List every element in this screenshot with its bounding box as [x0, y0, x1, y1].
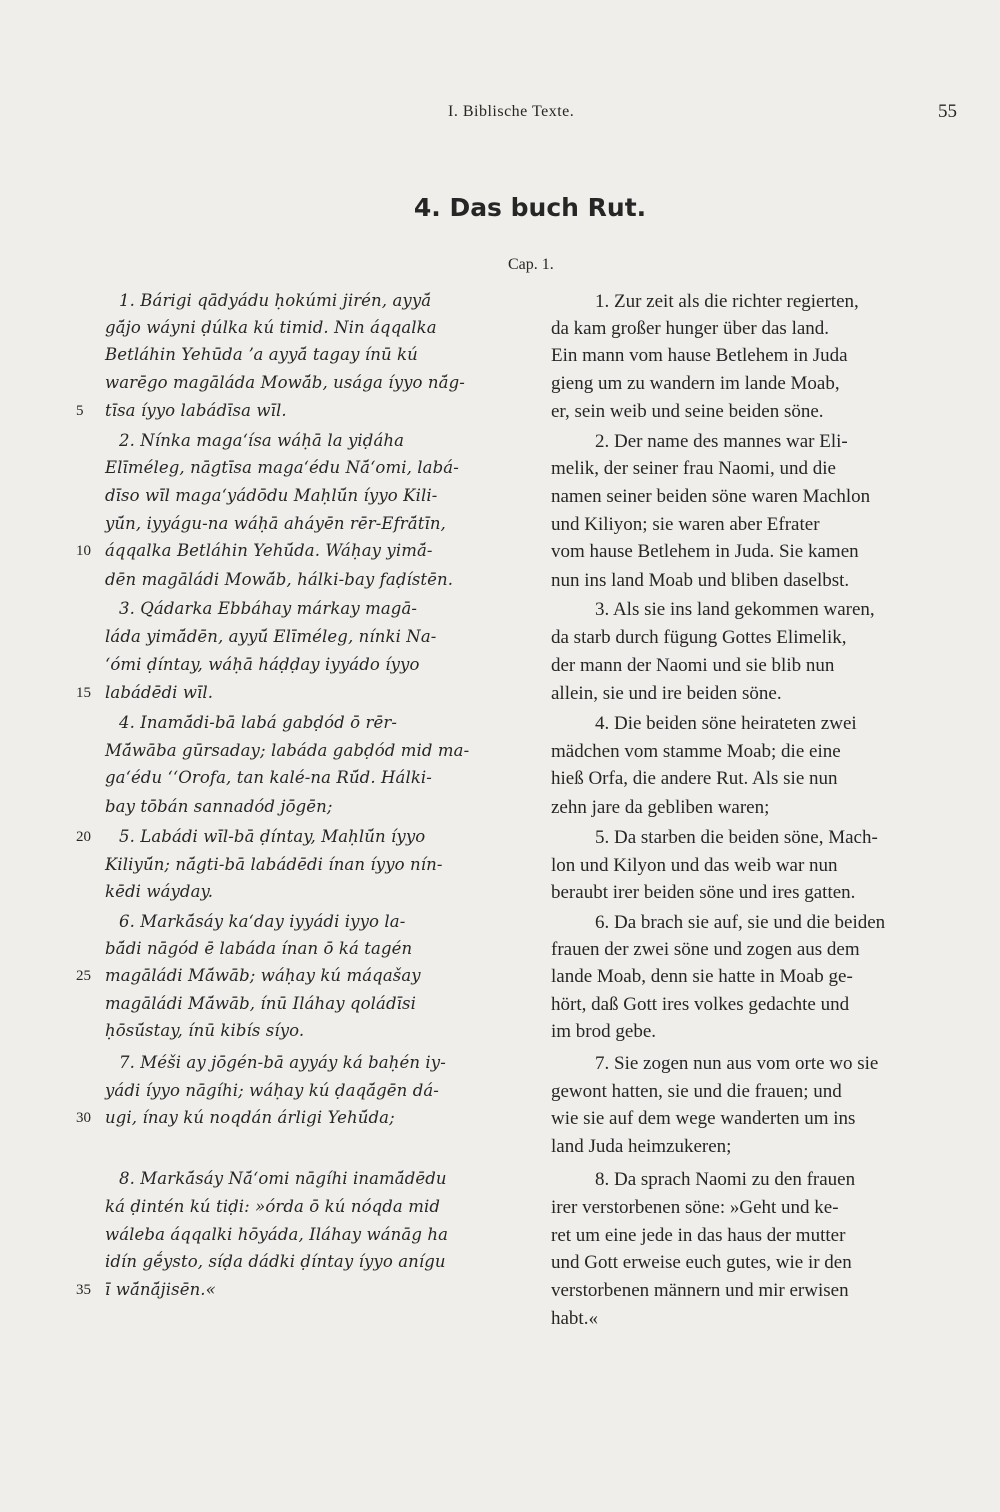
german-line: vom hause Betlehem in Juda. Sie kamen	[551, 541, 859, 562]
somali-line: 8. Markā́sáy Nā́ʻomi nāgíhi inamā́dēdu	[119, 1169, 447, 1188]
german-line: 5. Da starben die beiden söne, Mach-	[595, 827, 878, 848]
german-line: und Gott erweise euch gutes, wie ir den	[551, 1252, 852, 1273]
german-line: 4. Die beiden söne heirateten zwei	[595, 713, 857, 734]
somali-line: 6. Markā́sáy kaʻday iyyádi iyyo la-	[119, 912, 406, 931]
somali-line: gā́jo wáyni ḍúlka kú timid. Nin áqqalka	[105, 318, 437, 337]
german-line: hieß Orfa, die andere Rut. Als sie nun	[551, 768, 838, 789]
chapter-heading: Cap. 1.	[508, 256, 554, 273]
line-number: 15	[76, 685, 91, 701]
somali-line: Betláhin Yehūda ʼa ayyā́ tagay ínū kú	[105, 345, 418, 364]
somali-line: kēdi wáyday.	[105, 882, 214, 901]
german-line: irer verstorbenen söne: »Geht und ke-	[551, 1197, 839, 1218]
somali-line: 7. Méši ay jōgén-bā ayyáy ká baḥén iy-	[119, 1053, 446, 1072]
german-line: 8. Da sprach Naomi zu den frauen	[595, 1169, 856, 1190]
page-number: 55	[938, 101, 957, 122]
somali-line: warēgo magāláda Mowā́b, usága íyyo nā́g-	[105, 373, 465, 392]
somali-line: ká ḍintén kú tiḍi: »órda ō kú nóqda mid	[105, 1197, 440, 1216]
somali-line: gaʻédu ʻʻOrofa, tan kalé-na Rū́d. Hálki-	[105, 768, 432, 787]
german-line: ret um eine jede in das haus der mutter	[551, 1225, 846, 1246]
german-line: allein, sie und ire beiden söne.	[551, 683, 782, 704]
line-number: 35	[76, 1282, 91, 1298]
running-head: I. Biblische Texte.	[448, 103, 575, 120]
german-line: land Juda heimzukeren;	[551, 1136, 732, 1157]
german-line: da starb durch fügung Gottes Elimelik,	[551, 627, 847, 648]
somali-line: labádēdi wīl.	[105, 683, 214, 702]
somali-line: láda yimā́dēn, ayyū́ Elīméleg, nínki Na-	[105, 627, 437, 646]
german-line: habt.«	[551, 1308, 598, 1329]
german-line: Ein mann vom hause Betlehem in Juda	[551, 345, 848, 366]
german-line: frauen der zwei söne und zogen aus dem	[551, 939, 860, 960]
german-line: nun ins land Moab und bliben daselbst.	[551, 570, 850, 591]
somali-line: idín gḗysto, síḍa dádki ḍíntay íyyo anígu	[105, 1252, 446, 1271]
german-line: lande Moab, denn sie hatte in Moab ge-	[551, 966, 853, 987]
german-line: 7. Sie zogen nun aus vom orte wo sie	[595, 1053, 879, 1074]
german-line: mädchen vom stamme Moab; die eine	[551, 741, 841, 762]
somali-line: 3. Qádarka Ebbáhay márkay magā-	[119, 599, 418, 618]
somali-line: wáleba áqqalki hōyáda, Iláhay wánāg ha	[105, 1225, 449, 1244]
somali-line: magāládi Mā́wāb; wáḥay kú máqašay	[105, 966, 421, 985]
somali-line: tīsa íyyo labádīsa wīl.	[105, 401, 287, 420]
somali-line: bay tōbán sannadód jōgēn;	[105, 797, 333, 816]
somali-line: magāládi Mā́wāb, ínū Iláhay qoládīsi	[105, 994, 416, 1013]
german-line: der mann der Naomi und sie blib nun	[551, 655, 835, 676]
line-number: 10	[76, 543, 91, 559]
somali-line: bā́di nāgód ē labáda ínan ō ká tagén	[105, 939, 413, 958]
somali-line: 2. Nínka magaʻísa wáḥā la yiḍáha	[119, 431, 405, 450]
line-number: 20	[76, 829, 91, 845]
somali-line: ḥōsū́stay, ínū kibís síyo.	[105, 1021, 305, 1040]
section-title: 4. Das buch Rut.	[413, 193, 647, 222]
german-line: er, sein weib und seine beiden söne.	[551, 401, 824, 422]
german-line: melik, der seiner frau Naomi, und die	[551, 458, 836, 479]
somali-line: ʻómi ḍíntay, wáḥā háḍḍay iyyádo íyyo	[105, 655, 420, 674]
somali-line: 5. Labádi wīl-bā ḍíntay, Maḥlū́n íyyo	[119, 827, 426, 846]
german-line: 6. Da brach sie auf, sie und die beiden	[595, 912, 886, 933]
german-line: zehn jare da gebliben waren;	[551, 797, 770, 818]
line-number: 25	[76, 968, 91, 984]
somali-line: áqqalka Betláhin Yehū́da. Wáḥay yimā́-	[105, 541, 433, 560]
german-line: und Kiliyon; sie waren aber Efrater	[551, 514, 820, 535]
german-line: da kam großer hunger über das land.	[551, 318, 830, 339]
somali-line: ī wā́nā́jisēn.«	[105, 1280, 216, 1299]
line-number: 5	[76, 403, 84, 419]
somali-line: Elīméleg, nāgtīsa magaʻédu Nā́ʻomi, labá-	[105, 458, 459, 477]
somali-line: ugi, ínay kú noqdán árligi Yehū́da;	[105, 1108, 395, 1127]
somali-line: Mā́wāba gūrsaday; labáda gabḍód mid ma-	[105, 741, 470, 760]
german-line: lon und Kilyon und das weib war nun	[551, 855, 838, 876]
german-line: verstorbenen männern und mir erwisen	[551, 1280, 849, 1301]
somali-line: Kiliyū́n; nā́gti-bā labádēdi ínan íyyo nín-	[105, 855, 443, 874]
german-line: 3. Als sie ins land gekommen waren,	[595, 599, 875, 620]
german-line: im brod gebe.	[551, 1021, 657, 1042]
somali-line: 1. Bárigi qādyádu ḥokúmi jirén, ayyā́	[119, 291, 432, 310]
somali-line: dīso wīl magaʻyádōdu Maḥlū́n íyyo Kili-	[105, 486, 438, 505]
somali-line: yádi íyyo nāgíhi; wáḥay kú ḍaqā́gēn dá-	[105, 1081, 439, 1100]
german-line: 2. Der name des mannes war Eli-	[595, 431, 848, 452]
german-line: wie sie auf dem wege wanderten um ins	[551, 1108, 856, 1129]
german-line: beraubt irer beiden söne und ires gatten.	[551, 882, 856, 903]
line-number: 30	[76, 1110, 91, 1126]
german-line: gieng um zu wandern im lande Moab,	[551, 373, 840, 394]
somali-line: 4. Inamā́di-bā labá gabḍód ō rēr-	[119, 713, 398, 732]
german-line: namen seiner beiden söne waren Machlon	[551, 486, 871, 507]
somali-line: yū́n, iyyágu-na wáḥā aháyēn rēr-Efrā́tīn,	[105, 514, 446, 533]
german-line: gewont hatten, sie und die frauen; und	[551, 1081, 842, 1102]
german-line: hört, daß Gott ires volkes gedachte und	[551, 994, 850, 1015]
german-line: 1. Zur zeit als die richter regierten,	[595, 291, 859, 312]
somali-line: dēn magāládi Mowā́b, hálki-bay faḍístēn.	[105, 570, 454, 589]
